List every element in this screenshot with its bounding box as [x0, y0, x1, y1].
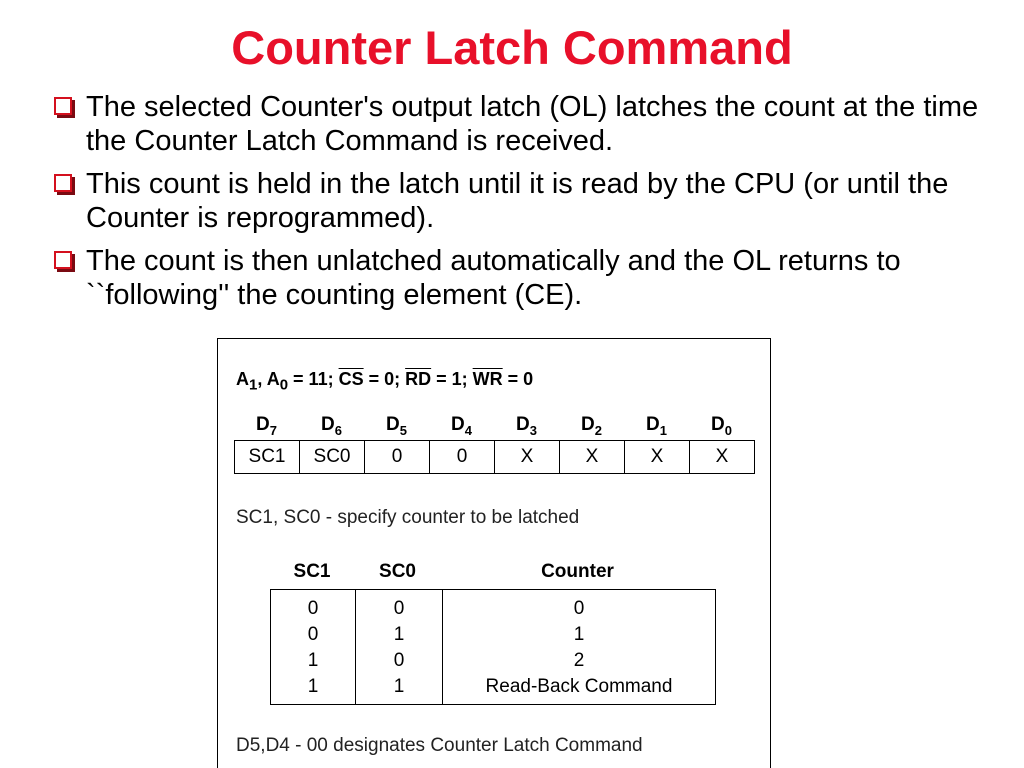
rd-value: = 1;: [431, 369, 473, 389]
bit-cell: X: [560, 441, 625, 474]
bit-cell: X: [690, 441, 755, 474]
bit-header: $D_1$: [646, 414, 667, 438]
bullet-text: The selected Counter's output latch (OL) latches the count at the time the Counter Latch Command is received.: [86, 91, 979, 157]
bullet-item: [52, 90, 992, 158]
bullet-text: The count is then unlatched automatically and the OL returns to ``following'' the counting element (CE).: [86, 245, 901, 311]
sc-description: SC1, SC0 - specify counter to be latched: [236, 507, 580, 528]
a0-label: A: [266, 369, 280, 389]
d5d4-description: D5,D4 - 00 designates Counter Latch Command: [236, 735, 643, 756]
sc1-cell: 1: [271, 648, 356, 674]
wr-value: = 0: [502, 369, 534, 389]
counter-cell: 0: [573, 598, 585, 619]
bullet-list: [52, 90, 992, 321]
control-word-table: [234, 440, 755, 474]
table-row: [271, 590, 716, 623]
counter-cell: 2: [573, 650, 585, 671]
wr-signal: $\overline{WR}$: [472, 369, 503, 389]
a1-subscript: 1: [249, 376, 258, 394]
address-separator: ,: [257, 369, 267, 389]
sc1-cell: 0: [271, 622, 356, 648]
cs-value: = 0;: [363, 369, 406, 389]
bullet-item: [52, 167, 992, 235]
bit-header: $D_0$: [711, 414, 732, 438]
cs-signal: $\overline{CS}$: [338, 369, 364, 389]
table-row: [235, 441, 755, 474]
address-line: [236, 369, 533, 394]
counter-cell: Read-Back Command: [485, 676, 673, 697]
hollow-square-bullet-icon: [54, 174, 72, 192]
table-row: [271, 674, 716, 705]
bit-header: $D_3$: [516, 414, 537, 438]
bit-cell: 0: [365, 441, 430, 474]
bit-header: $D_6$: [321, 414, 342, 438]
address-value: = 11;: [288, 369, 339, 389]
sc1-cell: 1: [271, 674, 356, 705]
counter-cell: 1: [573, 624, 585, 645]
rd-signal: $\overline{RD}$: [405, 369, 432, 389]
bit-cell: SC0: [300, 441, 365, 474]
counter-header: Counter: [541, 561, 614, 582]
sc0-cell: 0: [356, 648, 443, 674]
control-word-figure: [217, 338, 771, 768]
sc1-cell: 0: [271, 590, 356, 623]
bullet-item: [52, 244, 992, 312]
slide-title: Counter Latch Command: [231, 21, 793, 74]
bit-cell: 0: [430, 441, 495, 474]
bit-headers: [234, 414, 754, 438]
bullet-text: This count is held in the latch until it is read by the CPU (or until the Counter is reprogrammed).: [86, 168, 949, 234]
sc-table-headers: [270, 561, 714, 583]
sc1-header: SC1: [293, 561, 331, 582]
table-row: [271, 622, 716, 648]
bit-cell: X: [495, 441, 560, 474]
bit-cell: SC1: [235, 441, 300, 474]
hollow-square-bullet-icon: [54, 97, 72, 115]
hollow-square-bullet-icon: [54, 251, 72, 269]
sc0-header: SC0: [379, 561, 416, 582]
counter-select-table: [270, 589, 716, 705]
a0-subscript: 0: [279, 376, 289, 394]
table-row: [271, 648, 716, 674]
sc0-cell: 1: [356, 674, 443, 705]
sc0-cell: 1: [356, 622, 443, 648]
sc0-cell: 0: [356, 590, 443, 623]
bit-header: $D_7$: [256, 414, 277, 438]
a1-label: A: [236, 369, 249, 389]
bit-header: $D_5$: [386, 414, 407, 438]
bit-header: $D_2$: [581, 414, 602, 438]
bit-cell: X: [625, 441, 690, 474]
bit-header: $D_4$: [451, 414, 472, 438]
